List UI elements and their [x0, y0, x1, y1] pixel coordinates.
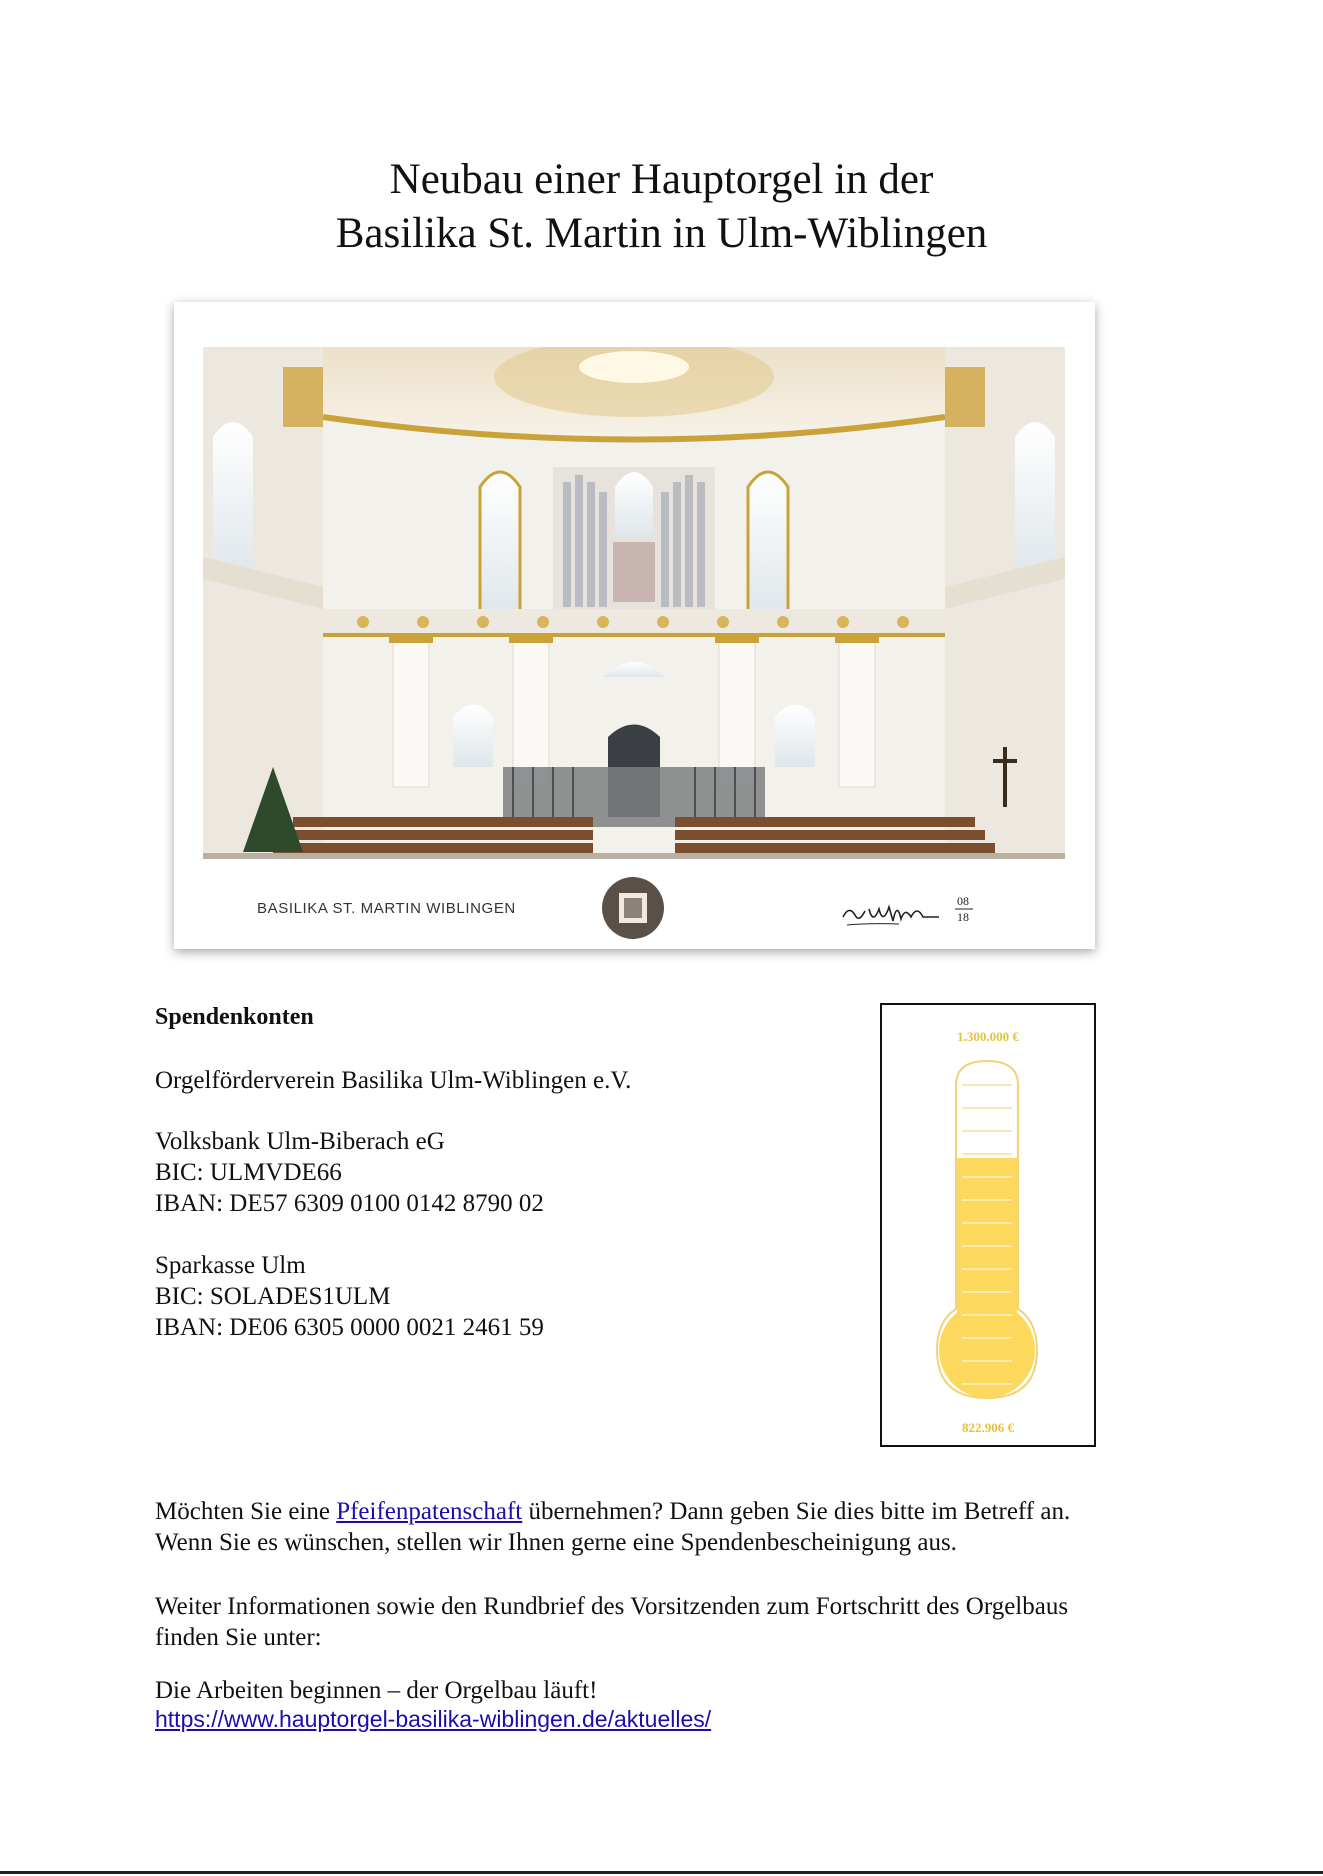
donation-thermometer — [880, 1003, 1096, 1447]
church-organ-photo — [203, 347, 1065, 859]
info-paragraph-line1: Weiter Informationen sowie den Rundbrief des Vorsitzenden zum Fortschritt des Orgelbaus — [155, 1593, 1069, 1620]
title-line-1: Neubau einer Hauptorgel in der — [389, 156, 934, 203]
work-begun-text: Die Arbeiten beginnen – der Orgelbau läuft! — [155, 1677, 598, 1704]
svg-text:08: 08 — [957, 894, 969, 908]
thermometer-fill — [957, 1158, 1017, 1315]
sponsorship-paragraph — [155, 1496, 1070, 1527]
photo-caption: BASILIKA ST. MARTIN WIBLINGEN — [257, 900, 516, 917]
aktuelles-url-link[interactable]: https://www.hauptorgel-basilika-wiblingen.de/aktuelles/ — [155, 1706, 712, 1732]
artist-signature — [839, 887, 979, 932]
thermometer-goal-label: 1.300.000 € — [957, 1029, 1019, 1044]
title-line-2: Basilika St. Martin in Ulm-Wiblingen — [335, 210, 988, 257]
thermometer-graphic — [882, 1005, 1094, 1445]
page-bottom-rule — [0, 1871, 1323, 1874]
donations-heading: Spendenkonten — [155, 1004, 314, 1030]
association-name: Orgelförderverein Basilika Ulm-Wiblingen e.V. — [155, 1067, 632, 1094]
svg-text:18: 18 — [957, 910, 969, 924]
thermometer-current-label: 822.906 € — [962, 1420, 1014, 1435]
sponsorship-text-pre: Möchten Sie eine — [155, 1498, 337, 1525]
page-title — [0, 153, 1323, 261]
bank2-name: Sparkasse Ulm — [155, 1252, 306, 1279]
basilika-logo-icon — [602, 877, 664, 939]
church-photo-card — [174, 302, 1095, 949]
pfeifenpatenschaft-link[interactable]: Pfeifenpatenschaft — [336, 1498, 523, 1525]
receipt-paragraph: Wenn Sie es wünschen, stellen wir Ihnen gerne eine Spendenbescheinigung aus. — [155, 1529, 957, 1556]
bank2-bic: BIC: SOLADES1ULM — [155, 1283, 391, 1310]
bank1-name: Volksbank Ulm-Biberach eG — [155, 1128, 445, 1155]
bank2-iban: IBAN: DE06 6305 0000 0021 2461 59 — [155, 1314, 544, 1341]
info-paragraph-line2: finden Sie unter: — [155, 1624, 322, 1651]
bank1-iban: IBAN: DE57 6309 0100 0142 8790 02 — [155, 1190, 544, 1217]
bank1-bic: BIC: ULMVDE66 — [155, 1159, 342, 1186]
sponsorship-text-post: übernehmen? Dann geben Sie dies bitte im Betreff an. — [522, 1498, 1071, 1525]
